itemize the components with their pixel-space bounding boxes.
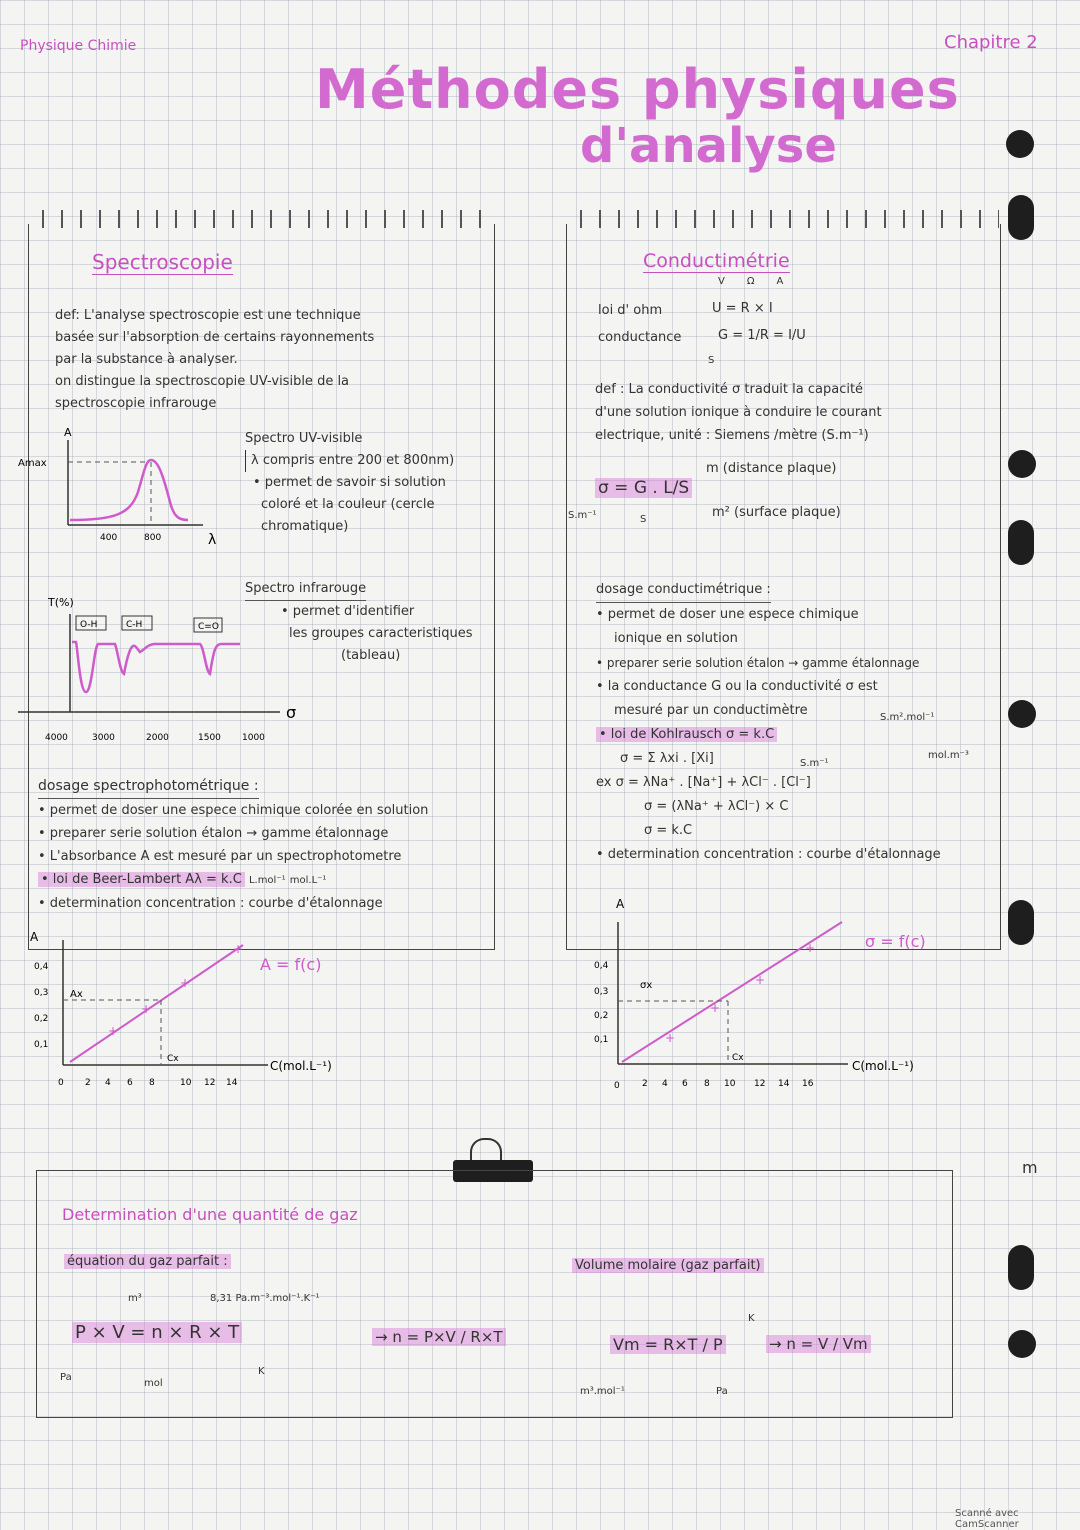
def-line: spectroscopie infrarouge <box>55 396 217 411</box>
tick-label: 0 <box>614 1081 620 1091</box>
bond-label: C=O <box>198 622 219 632</box>
tick-label: 6 <box>127 1078 133 1088</box>
point: + <box>755 973 766 987</box>
dosage-line: • determination concentration : courbe d'étalonnage <box>38 896 383 911</box>
tick-label: 3000 <box>92 733 115 743</box>
unit-label: K <box>748 1313 755 1324</box>
eq-title-text: équation du gaz parfait : <box>64 1254 231 1269</box>
dosage-spectro-notes <box>38 775 428 915</box>
axis-label: λ <box>208 532 217 548</box>
tick-label: 4000 <box>45 733 68 743</box>
point: + <box>710 1001 721 1015</box>
point: + <box>108 1024 119 1038</box>
dosage-spectro-title: dosage spectrophotométrique : <box>38 775 259 799</box>
bond-label: O-H <box>80 620 98 630</box>
unit-label: S.m⁻¹ <box>568 510 597 521</box>
tick-label: 4 <box>662 1079 668 1089</box>
clip-icon <box>470 1138 502 1162</box>
beer-lambert-law: • loi de Beer-Lambert Aλ = k.C <box>38 872 245 887</box>
tick-label: 2 <box>85 1078 91 1088</box>
unit-label: m³ <box>128 1293 142 1304</box>
graph-equation: A = f(c) <box>260 955 322 974</box>
graph-equation: σ = f(c) <box>865 932 926 951</box>
dosage-conducti-notes <box>596 578 1001 867</box>
axis-label: A <box>616 897 625 911</box>
def-line: par la substance à analyser. <box>55 352 238 367</box>
def-line: def: L'analyse spectroscopie est une technique <box>55 308 361 323</box>
point: + <box>141 1002 152 1016</box>
ir-line: les groupes caracteristiques <box>289 626 473 641</box>
dosage-line: • preparer serie solution étalon → gamme étalonnage <box>596 656 920 670</box>
punch-hole <box>1006 130 1034 158</box>
ideal-gas-equation <box>72 1322 242 1343</box>
dosage-line: • L'absorbance A est mesuré par un spectrophotometre <box>38 849 402 864</box>
ir-title: Spectro infrarouge <box>245 578 366 601</box>
unit-label: Pa <box>716 1386 728 1397</box>
uv-line: • permet de savoir si solution <box>253 475 446 490</box>
tick-label: 2000 <box>146 733 169 743</box>
tick-label: 0,1 <box>34 1040 49 1050</box>
dosage-line: σ = k.C <box>644 823 693 838</box>
tick-label: 6 <box>682 1079 688 1089</box>
unit-label: m² (surface plaque) <box>712 505 841 520</box>
tick-label: 0,3 <box>594 987 609 997</box>
axis-label: Amax <box>18 458 47 469</box>
kohlrausch-law: • loi de Kohlrausch σ = k.C <box>596 727 777 742</box>
dosage-line: • determination concentration : courbe d'étalonnage <box>596 847 941 862</box>
tick-label: 0,2 <box>594 1011 609 1021</box>
tick-label: 12 <box>204 1078 216 1088</box>
punch-hole <box>1008 450 1036 478</box>
point: + <box>665 1031 676 1045</box>
tick-label: 12 <box>754 1079 766 1089</box>
conductivity-equation <box>595 478 692 498</box>
tick-label: 8 <box>149 1078 155 1088</box>
unit-label: Ω <box>746 276 777 287</box>
axis-label: σ <box>286 703 297 722</box>
ir-notes <box>245 578 473 667</box>
tick-label: 4 <box>105 1078 111 1088</box>
vm-title <box>572 1258 764 1273</box>
axis-label: A <box>30 930 39 944</box>
uv-curve <box>70 460 188 520</box>
dosage-conducti-title: dosage conductimétrique : <box>596 578 771 603</box>
subject-label: Physique Chimie <box>20 38 137 54</box>
unit-label: S <box>640 514 647 525</box>
uv-spectrum-graph <box>18 420 248 565</box>
r-unit: 8,31 Pa.m⁻³.mol⁻¹.K⁻¹ <box>210 1293 320 1304</box>
page-title: Méthodes physiques <box>315 58 960 121</box>
uv-notes <box>245 428 454 538</box>
punch-hole <box>1008 700 1036 728</box>
ohm-law-label: loi d' ohm <box>598 303 663 318</box>
molar-volume-equation <box>610 1335 726 1354</box>
ir-line: • permet d'identifier <box>281 604 415 619</box>
tick-label: 1000 <box>242 733 265 743</box>
ideal-gas-formula: P × V = n × R × T <box>72 1322 242 1343</box>
spectro-heading: Spectroscopie <box>92 250 233 274</box>
unit-label: m (distance plaque) <box>706 461 837 476</box>
unit-label: L.mol⁻¹ <box>248 875 286 886</box>
tick-label: 10 <box>180 1078 192 1088</box>
unit-label: mol.L⁻¹ <box>289 875 327 886</box>
unit-label: mol.m⁻³ <box>928 750 969 761</box>
conductance-label: conductance <box>598 330 682 345</box>
scanner-footer: Scanné avec CamScanner <box>955 1508 1019 1530</box>
tick-label: 14 <box>226 1078 238 1088</box>
unit-label: A <box>776 276 806 287</box>
conductivity-definition <box>595 378 882 447</box>
axis-label: A <box>64 426 72 439</box>
dosage-line: • la conductance G ou la conductivité σ est <box>596 679 878 694</box>
tick-label: 16 <box>802 1079 814 1089</box>
dosage-line: • preparer serie solution étalon → gamme étalonnage <box>38 826 389 841</box>
uv-line: λ compris entre 200 et 800nm) <box>245 450 454 472</box>
dosage-line: σ = (λNa⁺ + λCl⁻) × C <box>644 799 789 814</box>
def-line: basée sur l'absorption de certains rayonnements <box>55 330 375 345</box>
tick-label: 10 <box>724 1079 736 1089</box>
ohm-law-equation: U = R × I <box>712 301 773 316</box>
punch-hole <box>1008 1245 1034 1290</box>
punch-hole <box>1008 1330 1036 1358</box>
tick-label: 0,4 <box>34 962 49 972</box>
n-solve <box>372 1328 506 1346</box>
def-line: def : La conductivité σ traduit la capacité <box>595 382 864 397</box>
n-vm-formula: → n = V / Vm <box>766 1335 871 1353</box>
uv-line: chromatique) <box>261 519 349 534</box>
tick-label: 0,1 <box>594 1035 609 1045</box>
point: + <box>805 941 816 955</box>
def-line: d'une solution ionique à conduire le courant <box>595 405 882 420</box>
axis-label: C(mol.L⁻¹) <box>270 1059 332 1073</box>
unit-label: V <box>718 276 747 287</box>
ir-line: (tableau) <box>341 648 401 663</box>
tick-label: 14 <box>778 1079 790 1089</box>
dosage-line: • permet de doser une espece chimique colorée en solution <box>38 803 429 818</box>
uv-line: coloré et la couleur (cercle <box>261 497 435 512</box>
sx-label: σx <box>640 980 653 991</box>
tick-label: 0 <box>58 1078 64 1088</box>
ohm-units <box>718 276 805 287</box>
point: + <box>233 942 244 956</box>
unit-label: S.m⁻¹ <box>800 758 829 769</box>
n-formula: → n = P×V / R×T <box>372 1328 506 1346</box>
dosage-line: • permet de doser une espece chimique <box>596 607 859 622</box>
sigma-formula: σ = G . L/S <box>595 478 692 498</box>
point: + <box>180 976 191 990</box>
tick-label: 0,2 <box>34 1014 49 1024</box>
unit-label: Pa <box>60 1372 72 1383</box>
calibration-line <box>70 945 243 1062</box>
def-line: electrique, unité : Siemens /mètre (S.m⁻¹) <box>595 428 869 443</box>
ir-curve <box>72 642 240 692</box>
tick-label: 800 <box>144 533 162 543</box>
axis-label: T(%) <box>48 596 74 609</box>
vm-title-text: Volume molaire (gaz parfait) <box>572 1258 764 1273</box>
tick-label: 1500 <box>198 733 221 743</box>
unit-label: K <box>258 1366 265 1377</box>
n-from-vm <box>766 1335 871 1353</box>
conductance-equation: G = 1/R = I/U <box>718 328 806 343</box>
tick-label: 8 <box>704 1079 710 1089</box>
page-subtitle: d'analyse <box>580 118 837 174</box>
chapter-label: Chapitre 2 <box>944 32 1038 53</box>
tick-label: 2 <box>642 1079 648 1089</box>
uv-title: Spectro UV-visible <box>245 431 363 446</box>
tick-label: 0,4 <box>594 961 609 971</box>
bond-label: C-H <box>126 620 143 630</box>
tick-label: 0,3 <box>34 988 49 998</box>
unit-label: mol <box>144 1378 163 1389</box>
gaz-title: Determination d'une quantité de gaz <box>62 1205 358 1224</box>
tick-label: 400 <box>100 533 118 543</box>
punch-hole <box>1008 195 1034 240</box>
punch-hole <box>1008 520 1034 565</box>
conducti-heading: Conductimétrie <box>643 250 790 272</box>
dosage-line: mesuré par un conductimètre <box>614 703 808 718</box>
cx-label: Cx <box>732 1053 744 1063</box>
unit-label: m³.mol⁻¹ <box>580 1386 625 1397</box>
def-line: on distingue la spectroscopie UV-visible de la <box>55 374 350 389</box>
margin-mark: m <box>1022 1158 1038 1177</box>
vm-formula: Vm = R×T / P <box>610 1335 726 1354</box>
spectro-definition <box>55 305 374 415</box>
conductance-unit: S <box>708 355 715 366</box>
ax-label: Ax <box>70 989 83 1000</box>
cx-label: Cx <box>167 1054 179 1064</box>
dosage-line: σ = Σ λxi . [Xi] <box>620 751 714 766</box>
calibration-graph-conducti <box>580 892 980 1107</box>
calibration-graph-spectro <box>28 925 378 1115</box>
punch-hole <box>1008 900 1034 945</box>
dosage-line: ex σ = λNa⁺ . [Na⁺] + λCl⁻ . [Cl⁻] <box>596 775 811 790</box>
axis-label: C(mol.L⁻¹) <box>852 1059 914 1073</box>
dosage-line: ionique en solution <box>614 631 738 646</box>
unit-label: S.m².mol⁻¹ <box>880 712 935 723</box>
gaz-eq-title <box>64 1254 231 1269</box>
